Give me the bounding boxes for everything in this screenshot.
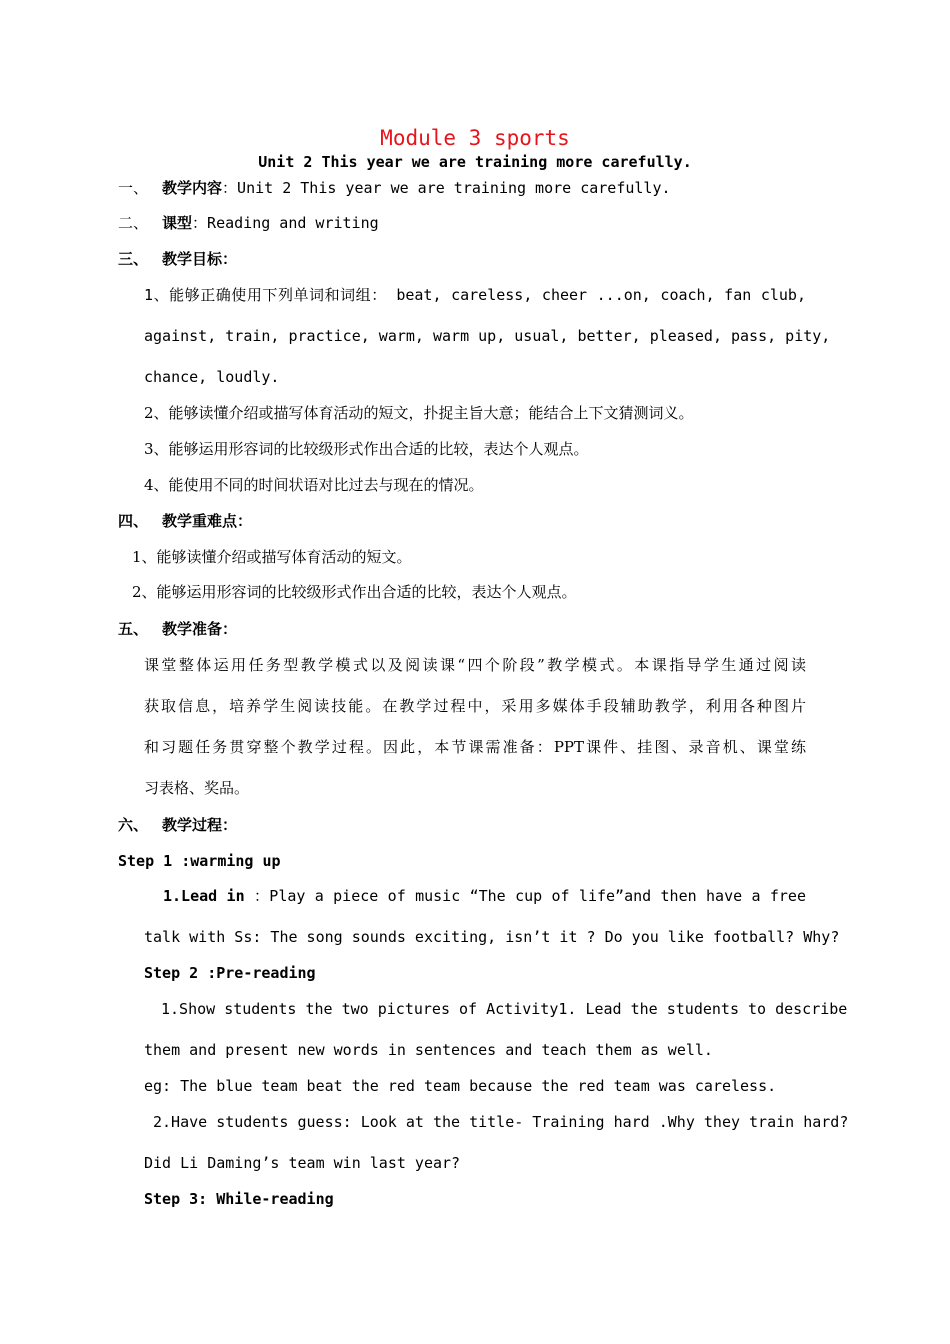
section-label: 教学目标： <box>162 250 238 268</box>
step-1-lead-in-line-1 <box>163 886 806 906</box>
section-label: 课型 <box>162 214 193 232</box>
section-number: 二、 <box>118 214 149 232</box>
goal-2: 2、能够读懂介绍或描写体育活动的短文，扑捉主旨大意；能结合上下文猜测词义。 <box>144 404 694 422</box>
goal-1-line-3: chance, loudly. <box>144 368 280 386</box>
goal-3: 3、能够运用形容词的比较级形式作出合适的比较，表达个人观点。 <box>144 440 589 458</box>
lead-in-label: 1.Lead in <box>163 887 254 905</box>
section-label: 教学过程： <box>162 816 238 834</box>
section-number: 三、 <box>118 250 149 268</box>
key-point-2: 2、能够运用形容词的比较级形式作出合适的比较，表达个人观点。 <box>132 583 577 601</box>
step-2-item-2-line-2: Did Li Daming’s team win last year? <box>144 1154 461 1172</box>
section-text: Unit 2 This year we are training more carefully. <box>237 179 671 197</box>
goal-1-line-1: 1、能够正确使用下列单词和词组： beat, careless, cheer ...on, coach, fan club, <box>144 286 806 304</box>
section-text: Reading and writing <box>207 214 379 232</box>
section-lesson-type <box>118 213 379 233</box>
step-1-heading: Step 1 :warming up <box>118 852 281 870</box>
section-label: 教学准备： <box>162 620 238 638</box>
lead-in-text: ：Play a piece of music “The cup of life”and then have a free <box>253 887 806 905</box>
preparation-line-3: 和习题任务贯穿整个教学过程。因此，本节课需准备：PPT课件、挂图、录音机、课堂练 <box>144 738 806 756</box>
section-teaching-content <box>118 178 671 198</box>
step-2-item-1-line-1: 1.Show students the two pictures of Activity1. Lead the students to describe <box>161 1000 848 1018</box>
section-label: 教学内容 <box>162 179 223 197</box>
section-label: 教学重难点： <box>162 512 253 530</box>
key-point-1: 1、能够读懂介绍或描写体育活动的短文。 <box>132 548 412 566</box>
document-subtitle: Unit 2 This year we are training more carefully. <box>258 153 692 171</box>
goal-4: 4、能使用不同的时间状语对比过去与现在的情况。 <box>144 476 484 494</box>
section-key-points-heading <box>118 511 252 531</box>
step-2-item-2-line-1: 2.Have students guess: Look at the title- Training hard .Why they train hard? <box>153 1113 849 1131</box>
section-preparation-heading <box>118 619 237 639</box>
preparation-line-4: 习表格、奖品。 <box>144 779 250 797</box>
section-number: 六、 <box>118 816 149 834</box>
step-1-lead-in-line-2: talk with Ss: The song sounds exciting, isn’t it ? Do you like football? Why? <box>144 928 840 946</box>
preparation-line-1: 课堂整体运用任务型教学模式以及阅读课“四个阶段”教学模式。本课指导学生通过阅读 <box>144 656 806 674</box>
step-3-heading: Step 3: While-reading <box>144 1190 334 1208</box>
section-process-heading <box>118 815 237 835</box>
section-number: 一、 <box>118 179 149 197</box>
step-2-example: eg: The blue team beat the red team because the red team was careless. <box>144 1077 777 1095</box>
step-2-item-1-line-2: them and present new words in sentences and teach them as well. <box>144 1041 713 1059</box>
section-teaching-goals-heading <box>118 249 237 269</box>
section-colon: ： <box>192 214 208 232</box>
section-number: 五、 <box>118 620 149 638</box>
preparation-line-2: 获取信息，培养学生阅读技能。在教学过程中，采用多媒体手段辅助教学，利用各种图片 <box>144 697 806 715</box>
section-colon: ： <box>222 179 238 197</box>
step-2-heading: Step 2 :Pre-reading <box>144 964 316 982</box>
document-title: Module 3 sports <box>380 126 570 150</box>
section-number: 四、 <box>118 512 149 530</box>
goal-1-line-2: against, train, practice, warm, warm up, usual, better, pleased, pass, pity, <box>144 327 831 345</box>
